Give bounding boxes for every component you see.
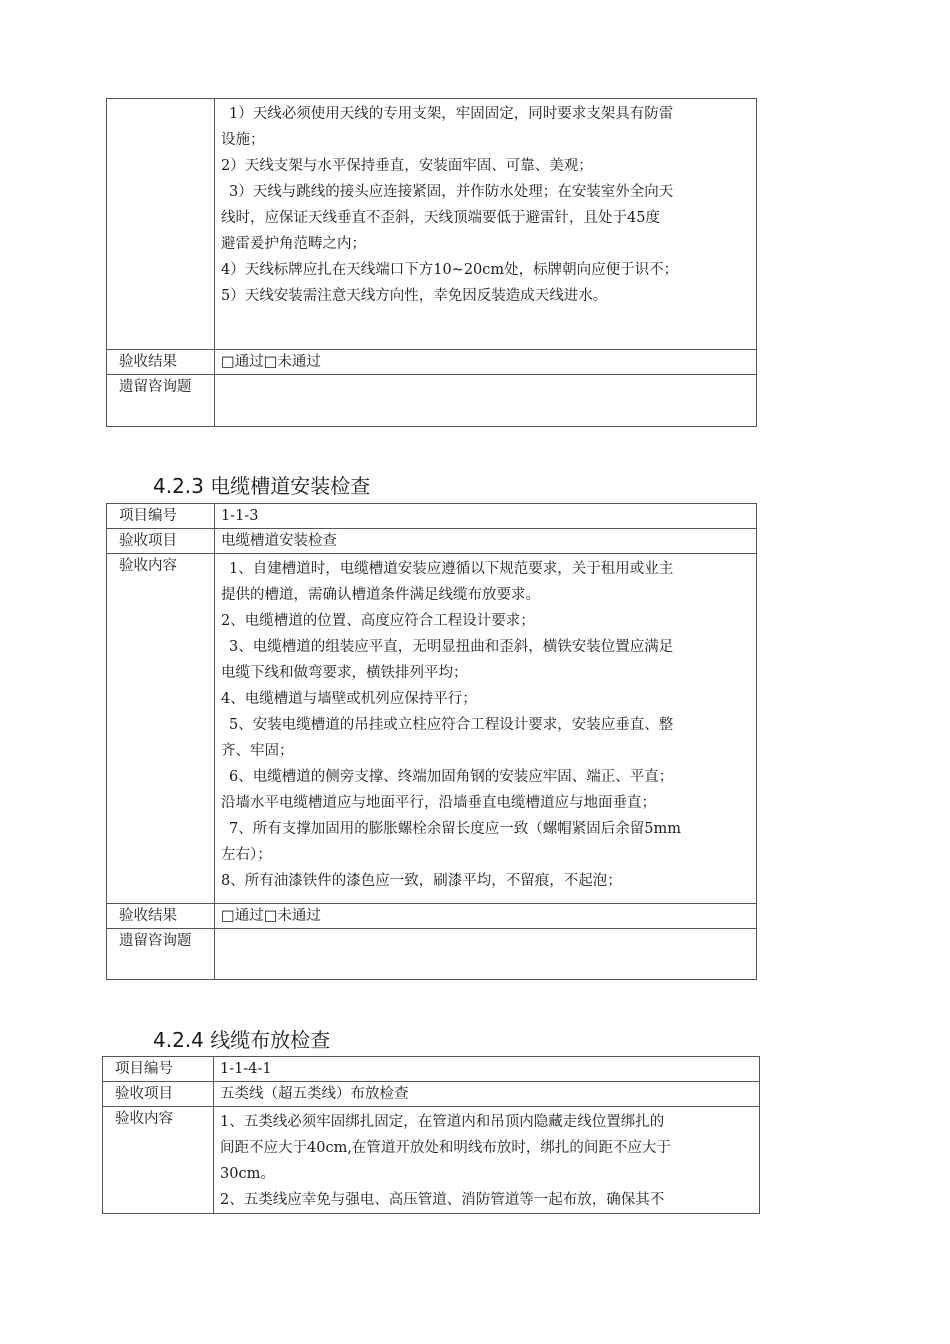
label-cell-empty (107, 99, 215, 350)
cat5-cable-check-table (102, 1056, 760, 1214)
section-title-4-2-3: 4.2.3 电缆槽道安装检查 (153, 474, 371, 498)
content-line: 1）天线必须使用天线的专用支架，牢固固定，同时要求支架具有防雷 (229, 106, 674, 122)
result-value: □通过□未通过 (215, 904, 757, 929)
content-line: 30cm。 (220, 1166, 275, 1182)
content-line: 5、安装电缆槽道的吊挂或立柱应符合工程设计要求，安装应垂直、整 (229, 717, 674, 733)
content-line: 避雷爰护角范畴之内； (221, 236, 366, 252)
content-line: 3、电缆槽道的组装应平直，无明显扭曲和歪斜，横铁安装位置应满足 (229, 639, 674, 655)
content-line: 2、电缆槽道的位置、高度应符合工程设计要求； (221, 613, 535, 629)
result-value: □通过□未通过 (215, 350, 757, 375)
content-line: 1、自建槽道时，电缆槽道安装应遵循以下规范要求，关于租用或业主 (229, 561, 674, 577)
content-cell (215, 554, 757, 904)
content-line: 线时，应保证天线垂直不歪斜，天线顶端要低于避雷针，且处于45度 (221, 210, 660, 226)
item-value: 五类线（超五类线）布放检查 (214, 1082, 760, 1107)
content-line: 7、所有支撑加固用的膨胀螺栓余留长度应一致（螺帽紧固后余留5mm (229, 821, 681, 837)
id-label: 项目编号 (103, 1057, 214, 1082)
content-line: 设施； (221, 132, 265, 148)
content-line: 6、电缆槽道的侧旁支撑、终端加固角钢的安装应牢固、端正、平直； (229, 769, 674, 785)
content-line: 齐、牢固； (221, 743, 294, 759)
antenna-check-table (106, 98, 757, 427)
content-line: 提供的槽道，需确认槽道条件满足线缆布放要求。 (221, 587, 540, 603)
item-label: 验收项目 (103, 1082, 214, 1107)
content-line: 4）天线标牌应扎在天线端口下方10~20cm处，标牌朝向应便于识不； (221, 262, 679, 278)
content-line: 1、五类线必须牢固绑扎固定，在管道内和吊顶内隐藏走线位置绑扎的 (220, 1114, 665, 1130)
content-line: 电缆下线和做弯要求，横铁排列平均； (221, 665, 468, 681)
content-line: 沿墙水平电缆槽道应与地面平行，沿墙垂直电缆槽道应与地面垂直； (221, 795, 656, 811)
content-cell (214, 1107, 760, 1214)
issues-value (215, 929, 757, 980)
item-label: 验收项目 (107, 529, 215, 554)
id-label: 项目编号 (107, 504, 215, 529)
result-label: 验收结果 (107, 350, 215, 375)
item-value: 电缆槽道安装检查 (215, 529, 757, 554)
content-line: 间距不应大于40cm,在管道开放处和明线布放时，绑扎的间距不应大于 (220, 1140, 671, 1156)
id-value: 1-1-3 (215, 504, 757, 529)
content-line: 左右）； (221, 847, 272, 863)
content-label: 验收内容 (103, 1107, 214, 1214)
section-title-4-2-4: 4.2.4 线缆布放检查 (153, 1028, 331, 1052)
issues-label: 遗留咨询题 (107, 375, 215, 427)
id-value: 1-1-4-1 (214, 1057, 760, 1082)
cable-tray-check-table (106, 503, 757, 980)
content-line: 2）天线支架与水平保持垂直，安装面牢固、可靠、美观； (221, 158, 593, 174)
issues-label: 遗留咨询题 (107, 929, 215, 980)
content-label: 验收内容 (107, 554, 215, 904)
content-cell (215, 99, 757, 350)
content-line: 8、所有油漆铁件的漆色应一致，刷漆平均，不留痕，不起泡； (221, 873, 622, 889)
content-line: 5）天线安装需注意天线方向性，幸免因反装造成天线进水。 (221, 288, 608, 304)
content-line: 3）天线与跳线的接头应连接紧固，并作防水处理；在安装室外全向天 (229, 184, 674, 200)
content-line: 4、电缆槽道与墙壁或机列应保持平行； (221, 691, 477, 707)
content-line: 2、五类线应幸免与强电、高压管道、消防管道等一起布放，确保其不 (220, 1192, 665, 1208)
issues-value (215, 375, 757, 427)
result-label: 验收结果 (107, 904, 215, 929)
